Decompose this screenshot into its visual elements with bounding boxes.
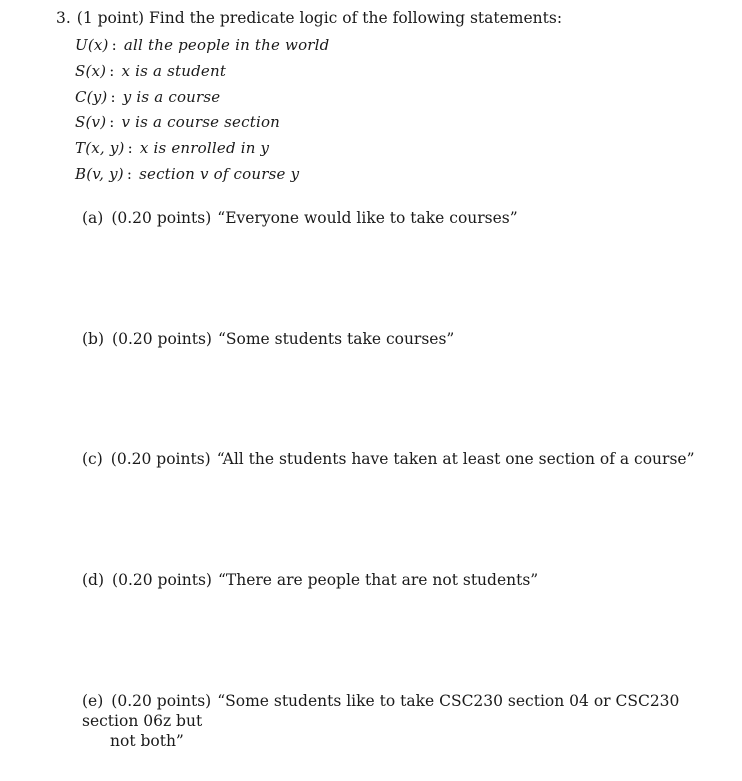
sub-question-c: [82, 450, 695, 468]
definition-separator: :: [110, 88, 116, 106]
part-statement-continuation: not both”: [110, 732, 184, 750]
definition-symbol: S(x): [75, 62, 107, 80]
definition-separator: :: [109, 113, 115, 131]
part-label: (c): [82, 450, 103, 468]
definition-separator: :: [127, 139, 133, 157]
definition-meaning: y is a course: [122, 88, 221, 106]
definition-meaning: v is a course section: [121, 113, 281, 131]
definition-line: [75, 88, 220, 106]
part-points: (0.20 points): [111, 209, 212, 227]
sub-question-b: [82, 330, 454, 348]
definition-symbol: T(x, y): [75, 139, 125, 157]
definition-symbol: U(x): [75, 36, 109, 54]
part-points: (0.20 points): [111, 692, 212, 710]
part-statement: “All the students have taken at least one section of a course”: [216, 450, 695, 468]
part-statement: “There are people that are not students”: [217, 571, 539, 589]
part-label: (a): [82, 209, 104, 227]
definition-line: [75, 165, 299, 183]
definition-meaning: section v of course y: [139, 165, 300, 183]
part-points: (0.20 points): [112, 571, 212, 589]
definition-symbol: B(v, y): [75, 165, 124, 183]
definition-line: [75, 36, 329, 54]
definition-line: [75, 139, 269, 157]
sub-question-a: [82, 209, 518, 227]
part-label: (b): [82, 330, 105, 348]
sub-question-e: [82, 691, 722, 751]
part-points: (0.20 points): [110, 450, 211, 468]
definition-line: [75, 62, 226, 80]
part-statement: “Some students like to take CSC230 section 04 or CSC230 section 06z but: [82, 692, 680, 730]
part-label: (d): [82, 571, 105, 589]
sub-question-d: [82, 571, 538, 589]
part-points: (0.20 points): [112, 330, 212, 348]
definition-meaning: x is a student: [121, 62, 227, 80]
definition-separator: :: [111, 36, 117, 54]
question-prompt: (1 point) Find the predicate logic of the following statements:: [76, 9, 563, 27]
definition-meaning: x is enrolled in y: [139, 139, 270, 157]
part-statement: “Everyone would like to take courses”: [217, 209, 518, 227]
part-statement: “Some students take courses”: [217, 330, 455, 348]
definition-separator: :: [126, 165, 133, 183]
definition-symbol: S(v): [75, 113, 107, 131]
question-number: 3.: [56, 9, 71, 27]
part-label: (e): [82, 692, 104, 710]
question-header: [56, 9, 562, 27]
definition-line: [75, 113, 280, 131]
definition-separator: :: [109, 62, 115, 80]
definition-meaning: all the people in the world: [123, 36, 330, 54]
definition-symbol: C(y): [75, 88, 108, 106]
